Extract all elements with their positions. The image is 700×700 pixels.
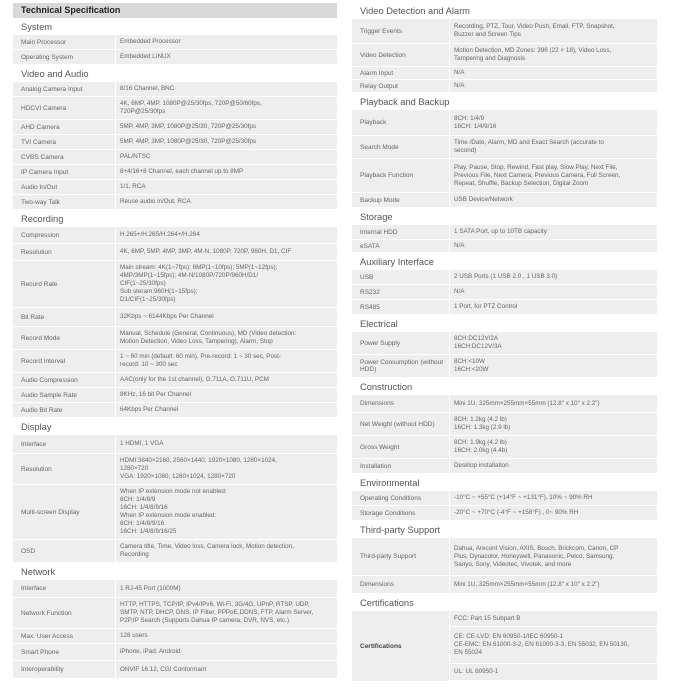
spec-row-esata — [352, 240, 657, 252]
spec-row-installation — [352, 459, 657, 473]
spec-row-record-rate — [13, 261, 337, 307]
spec-row-storage-conditions — [352, 506, 657, 520]
spec-label: Video Detection — [352, 44, 449, 66]
section-heading-display: Display — [21, 422, 52, 432]
spec-row-rs485 — [352, 300, 657, 314]
spec-value-line: 5MP, 4MP, 3MP, 1080P@25/30, 720P@25/30fps — [120, 123, 257, 130]
spec-label: Operating System — [13, 50, 115, 64]
spec-value-line: Buzzer and Screen Tips — [454, 31, 521, 38]
spec-column-left — [13, 0, 337, 679]
spec-value — [450, 576, 657, 593]
spec-value-line: 8+4/16+8 Channel, each channel up to 8MP — [120, 168, 244, 175]
spec-row-alarm-input — [352, 67, 657, 79]
spec-row-net-weight-without-hdd — [352, 413, 657, 435]
section-heading-system: System — [21, 22, 52, 32]
spec-value-line: HTTP, HTTPS, TCP/IP, IPv4/IPv6, Wi-Fi, 3G/4G, UPnP, RTSP, UDP, — [120, 601, 310, 608]
section-heading-auxiliary-interface: Auxiliary Interface — [360, 257, 434, 267]
spec-value-line: 1/1, RCA — [120, 183, 146, 190]
spec-value — [116, 35, 337, 49]
spec-value — [450, 110, 657, 135]
spec-label: Playback Function — [352, 159, 449, 192]
spec-label: Dimensions — [352, 395, 449, 412]
spec-row-resolution — [13, 244, 337, 260]
spec-row-backup-mode — [352, 193, 657, 207]
spec-value — [450, 80, 657, 92]
spec-label: Gross Weight — [352, 436, 449, 458]
spec-label: RS485 — [352, 300, 449, 314]
spec-value-line: Repeat, Shuffle, Backup Selection, Digital Zoom — [454, 179, 589, 187]
spec-row-trigger-events — [352, 19, 657, 43]
spec-value-line: 16CH: 1.3kg (2.9 lb) — [454, 424, 511, 431]
spec-label: Operating Conditions — [352, 491, 449, 505]
spec-label: Storage Conditions — [352, 506, 449, 520]
section-heading-third-party-support: Third-party Support — [360, 525, 441, 535]
spec-value-line: Time /Date, Alarm, MD and Exact Search (accurate to — [454, 139, 604, 146]
spec-value — [450, 506, 657, 520]
section-heading-playback-and-backup: Playback and Backup — [360, 97, 450, 107]
spec-value-line: UL: UL 60950-1 — [454, 668, 499, 675]
spec-value — [450, 136, 657, 158]
spec-value-line: 8CH: 1/4/8/9 — [120, 496, 156, 503]
spec-value-line: N/A — [454, 82, 465, 89]
spec-row-osd — [13, 540, 337, 562]
spec-row-playback-function — [352, 159, 657, 192]
spec-value — [116, 120, 337, 134]
spec-value — [116, 244, 337, 260]
spec-value-line: Recording, PTZ, Tour, Video Push, Email, FTP, Snapshot, — [454, 23, 615, 30]
spec-value — [116, 165, 337, 179]
spec-value-line: 8CH:DC12V/2A — [454, 335, 499, 342]
spec-value-line: 64Kbps Per Channel — [120, 406, 179, 413]
section-heading-certifications: Certifications — [360, 598, 414, 608]
spec-value — [116, 373, 337, 387]
spec-value — [116, 629, 337, 643]
spec-value-line: Desktop installation — [454, 462, 509, 469]
spec-value — [116, 388, 337, 402]
spec-value-line: ONVIF 16.12, CGI Conformant — [120, 665, 207, 673]
spec-value — [450, 193, 657, 207]
spec-value-line: When IP extension mode not enabled: — [120, 488, 227, 495]
spec-label: Smart Phone — [13, 644, 115, 660]
spec-value-line: When IP extension mode enabled: — [120, 512, 217, 519]
spec-row-cvbs-camera — [13, 150, 337, 164]
spec-label: Multi-screen Display — [13, 485, 115, 539]
spec-value-line: 8CH:<10W — [454, 358, 485, 365]
section-heading-video-and-audio: Video and Audio — [21, 69, 89, 79]
section-heading-recording: Recording — [21, 214, 64, 224]
section-heading-environmental: Environmental — [360, 478, 420, 488]
spec-value-line: N/A — [454, 69, 465, 76]
spec-label: CVBS Camera — [13, 150, 115, 164]
spec-value — [450, 413, 657, 435]
spec-value-line: FCC: Part 15 Subpart B — [454, 614, 521, 622]
spec-value-line: CE-EMC: EN 61000-3-2, EN 61000-3-3, EN 55032, EN 50130, — [454, 641, 630, 648]
spec-row-two-way-talk — [13, 195, 337, 209]
spec-row-certifications — [352, 611, 657, 681]
spec-row-compression — [13, 227, 337, 243]
spec-label: Interface — [13, 580, 115, 597]
spec-row-dimensions — [352, 576, 657, 593]
spec-value — [450, 395, 657, 412]
spec-label: Record Rate — [13, 261, 115, 307]
spec-value — [116, 403, 337, 417]
spec-label: Dimensions — [352, 576, 449, 593]
spec-row-main-processor — [13, 35, 337, 49]
spec-value — [450, 270, 657, 284]
spec-label: Interface — [13, 435, 115, 453]
spec-value-line: 8KHz, 16 bit Per Channel — [120, 391, 192, 398]
spec-value — [116, 180, 337, 194]
section-heading-video-detection-and-alarm: Video Detection and Alarm — [360, 6, 470, 16]
spec-value-line: 720P@25/30fps — [120, 108, 166, 115]
spec-label: USB — [352, 270, 449, 284]
spec-value-line: Embedded LINUX — [120, 53, 171, 60]
spec-value-line: 8CH: 1.2kg (4.2 lb) — [454, 416, 507, 423]
spec-value — [450, 300, 657, 314]
spec-label: Third-party Support — [352, 538, 449, 575]
section-heading-electrical: Electrical — [360, 319, 398, 329]
spec-row-record-mode — [13, 327, 337, 349]
spec-value-line: 8CH: 1/4/9 — [454, 114, 485, 122]
spec-value — [450, 538, 657, 575]
spec-value-line: 32Kbps ~ 6144Kbps Per Channel — [120, 313, 214, 320]
spec-row-smart-phone — [13, 644, 337, 660]
spec-label: AHD Camera — [13, 120, 115, 134]
spec-value-line: -10°C ~ +55°C (+14°F ~ +131°F), 10% ~ 90% RH — [454, 494, 593, 501]
spec-label: Record Interval — [13, 350, 115, 372]
spec-value — [450, 240, 657, 252]
spec-row-interface — [13, 580, 337, 597]
spec-label: TVI Camera — [13, 135, 115, 149]
spec-label: Installation — [352, 459, 449, 473]
spec-value-line: Motion Detection, Video Loss, Tampering), Alarm, Stop — [120, 338, 273, 345]
spec-value-line: Embedded Processor — [120, 38, 181, 45]
spec-value-line: Main stream: 4K(1~7fps); 6MP(1~10fps); 5MP(1~12fps); — [120, 264, 278, 271]
spec-value-line: 8/16 Channel, BNC — [120, 85, 175, 92]
spec-label: IP Camera Input — [13, 165, 115, 179]
spec-value-line: 128 users — [120, 632, 148, 639]
spec-value — [116, 150, 337, 164]
spec-row-third-party-support — [352, 538, 657, 575]
spec-value-line: 1 RJ-45 Port (1000M) — [120, 584, 181, 592]
spec-value-line: 8CH: 1/4/8/9/16 — [120, 520, 165, 527]
spec-value-line: Sub steram:960H(1~15fps); — [120, 288, 198, 295]
spec-value-line: 4K, 6MP, 5MP, 4MP, 3MP, 4M-N, 1080P, 720P, 960H, D1, CIF — [120, 248, 292, 255]
spec-value-line: 2 USB Ports (1 USB 2.0 , 1 USB 3.0) — [454, 273, 558, 280]
section-heading-construction: Construction — [360, 382, 413, 392]
spec-value-line: PAL/NTSC — [120, 153, 151, 160]
spec-value-line: SMTP, NTP, DHCP, DNS, IP Filter, PPPoE,DDNS, FTP, Alarm Server, — [120, 609, 314, 616]
spec-value-line: Reuse audio in/Out, RCA — [120, 198, 191, 205]
spec-label: Resolution — [13, 244, 115, 260]
spec-value — [450, 436, 657, 458]
spec-label: Certifications — [352, 611, 449, 681]
spec-label: OSD — [13, 540, 115, 562]
spec-label: eSATA — [352, 240, 449, 252]
spec-row-playback — [352, 110, 657, 135]
spec-value-line: 1 Port, for PTZ Control — [454, 303, 518, 310]
spec-value-block — [450, 627, 657, 663]
spec-value-line: Camera title, Time, Video loss, Camera lock, Motion detection, — [120, 543, 294, 550]
spec-value-line: 1280×720 — [120, 465, 149, 472]
spec-label: Record Mode — [13, 327, 115, 349]
spec-row-video-detection — [352, 44, 657, 66]
spec-row-bit-rate — [13, 308, 337, 326]
spec-column-right — [352, 0, 657, 682]
spec-value-line: 4MP/3MP(1~15fps); 4M-N/1080P/720P/960H/D1/ — [120, 272, 259, 279]
spec-value-line: 1 ~ 60 min (default: 60 min), Pre-record: 1 ~ 30 sec, Post- — [120, 353, 281, 360]
spec-row-audio-bit-rate — [13, 403, 337, 417]
spec-value-line: Motion Detection, MD Zones: 396 (22 × 18), Video Loss, — [454, 47, 612, 54]
spec-value — [450, 285, 657, 299]
spec-label: Compression — [13, 227, 115, 243]
spec-value-line: 8CH: 1.9kg (4.2 lb) — [454, 439, 507, 446]
spec-label: Bit Rate — [13, 308, 115, 326]
spec-row-audio-compression — [13, 373, 337, 387]
spec-value — [116, 435, 337, 453]
spec-value — [450, 159, 657, 192]
spec-value-line: Play, Pause, Stop, Rewind, Fast play, Slow Play, Next File, — [454, 163, 618, 171]
spec-value-line: Sanyo, Sony, Videotec, Vivotek, and more — [454, 560, 572, 568]
spec-value — [450, 44, 657, 66]
spec-label: Main Processor — [13, 35, 115, 49]
spec-value — [116, 454, 337, 484]
spec-value-line: 16CH: 1/4/8/9/16/25 — [120, 528, 177, 535]
spec-value-line: 4K, 6MP, 4MP, 1080P@25/30fps, 720P@50/60fps, — [120, 100, 262, 107]
spec-row-audio-sample-rate — [13, 388, 337, 402]
spec-row-rs232 — [352, 285, 657, 299]
spec-label: Relay Output — [352, 80, 449, 92]
spec-value-line: 5MP, 4MP, 3MP, 1080P@25/30, 720P@25/30fps — [120, 138, 257, 145]
spec-value-line: Manual, Schedule (General, Continuous), MD (Video detection: — [120, 330, 297, 337]
spec-value-line: 16CH:DC12V/3A — [454, 343, 502, 350]
spec-value-line: HDMI:3840×2160, 2560×1440, 1920×1080, 1280×1024, — [120, 457, 277, 464]
spec-value — [116, 485, 337, 539]
spec-row-network-function — [13, 598, 337, 628]
spec-value — [450, 19, 657, 43]
spec-row-ip-camera-input — [13, 165, 337, 179]
spec-label: Power Consumption (without HDD) — [352, 355, 449, 377]
spec-value-line: 16CH:<20W — [454, 366, 489, 373]
spec-value-line: CIF(1~25/30fps) — [120, 280, 166, 287]
spec-value-line: 1 SATA Port, up to 10TB capacity — [454, 228, 547, 235]
spec-value-line: USB Device/Network — [454, 196, 513, 203]
spec-value — [450, 67, 657, 79]
spec-value-line: 16CH: 1/4/9/16 — [454, 122, 497, 130]
spec-label: Power Supply — [352, 332, 449, 354]
spec-value-block — [450, 611, 657, 626]
spec-value — [116, 598, 337, 628]
spec-label: RS232 — [352, 285, 449, 299]
spec-value-line: H.265+/H.265/H.264+/H.264 — [120, 231, 200, 238]
spec-row-record-interval — [13, 350, 337, 372]
spec-row-max-user-access — [13, 629, 337, 643]
section-heading-network: Network — [21, 567, 56, 577]
spec-row-ahd-camera — [13, 120, 337, 134]
spec-value — [116, 82, 337, 96]
spec-label: Resolution — [13, 454, 115, 484]
spec-value-line: Mini 1U, 325mm×255mm×55mm (12.8" x 10" x 2.2") — [454, 399, 600, 407]
spec-value-line: second) — [454, 147, 477, 154]
spec-value — [116, 580, 337, 597]
spec-value — [116, 135, 337, 149]
page-title: Technical Specification — [13, 3, 337, 18]
spec-value-line: N/A — [454, 242, 465, 249]
spec-value-line: EN 55024 — [454, 649, 483, 656]
spec-row-interoperability — [13, 661, 337, 678]
spec-value — [116, 661, 337, 678]
spec-label: Two-way Talk — [13, 195, 115, 209]
spec-row-internal-hdd — [352, 225, 657, 239]
spec-value-line: 16CH: 1/4/8/9/16 — [120, 504, 168, 511]
spec-value — [116, 97, 337, 119]
spec-value — [450, 332, 657, 354]
spec-value-line: Plus, Dynacolor, Honeywell, Panasonic, Pelco, Samsung, — [454, 552, 615, 560]
spec-value — [450, 491, 657, 505]
spec-row-relay-output — [352, 80, 657, 92]
spec-label: Network Function — [13, 598, 115, 628]
spec-value-group — [450, 611, 657, 681]
spec-value-line: record: 10 ~ 300 sec — [120, 361, 178, 368]
spec-label: Audio Compression — [13, 373, 115, 387]
spec-label: Audio Sample Rate — [13, 388, 115, 402]
spec-row-tvi-camera — [13, 135, 337, 149]
spec-row-gross-weight — [352, 436, 657, 458]
spec-value-line: Recording — [120, 551, 149, 558]
spec-value-line: iPhone, iPad, Android — [120, 648, 181, 655]
spec-value-line: -20°C ~ +70°C (-4°F ~ +158°F) , 0~ 90% RH — [454, 509, 579, 516]
spec-label: Interoperability — [13, 661, 115, 678]
spec-value-block — [450, 664, 657, 680]
spec-value-line: Mini 1U, 325mm×255mm×55mm (12.8" x 10" x 2.2") — [454, 580, 600, 588]
spec-value-line: P2P,IP Search (Supports Dahua IP camera, DVR, NVS, etc.) — [120, 617, 290, 624]
spec-value — [116, 540, 337, 562]
spec-row-operating-conditions — [352, 491, 657, 505]
spec-label: Backup Mode — [352, 193, 449, 207]
spec-value-line: CE: CE-LVD: EN 60950-1/IEC 60950-1 — [454, 633, 564, 640]
spec-label: Audio Bit Rate — [13, 403, 115, 417]
spec-value — [116, 308, 337, 326]
spec-row-audio-in-out — [13, 180, 337, 194]
spec-row-interface — [13, 435, 337, 453]
spec-value — [116, 350, 337, 372]
spec-label: Search Mode — [352, 136, 449, 158]
spec-label: Net Weight (without HDD) — [352, 413, 449, 435]
spec-label: Analog Camera Input — [13, 82, 115, 96]
spec-label: Trigger Events — [352, 19, 449, 43]
spec-row-usb — [352, 270, 657, 284]
spec-value — [450, 225, 657, 239]
spec-value — [116, 261, 337, 307]
spec-label: Alarm Input — [352, 67, 449, 79]
spec-value — [116, 327, 337, 349]
spec-row-operating-system — [13, 50, 337, 64]
spec-value-line: AAC(only for the 1st channel), G.711A, G.711U, PCM — [120, 376, 269, 383]
spec-label: Internal HDD — [352, 225, 449, 239]
section-heading-storage: Storage — [360, 212, 393, 222]
spec-value — [450, 355, 657, 377]
spec-row-dimensions — [352, 395, 657, 412]
spec-value — [116, 227, 337, 243]
spec-row-analog-camera-input — [13, 82, 337, 96]
spec-label: Max. User Access — [13, 629, 115, 643]
spec-value-line: Dahua, Arecont Vision, AXIS, Bosch, Brickcom, Canon, CP — [454, 544, 619, 552]
spec-label: HDCVI Camera — [13, 97, 115, 119]
spec-row-multi-screen-display — [13, 485, 337, 539]
spec-value-line: VGA: 1920×1080, 1280×1024, 1280×720 — [120, 473, 236, 480]
spec-value — [116, 195, 337, 209]
spec-label: Audio In/Out — [13, 180, 115, 194]
spec-row-power-consumption-without-hdd — [352, 355, 657, 377]
spec-row-search-mode — [352, 136, 657, 158]
spec-value-line: Previous File, Next Camera, Previous Camera, Full Screen, — [454, 171, 621, 179]
spec-label: Playback — [352, 110, 449, 135]
spec-value-line: 16CH: 2.0kg (4.4b) — [454, 447, 508, 454]
spec-value — [116, 50, 337, 64]
spec-value-line: D1/CIF(1~25/30fps) — [120, 296, 176, 303]
spec-value-line: 1 HDMI, 1 VGA — [120, 440, 164, 447]
spec-row-power-supply — [352, 332, 657, 354]
spec-value — [450, 459, 657, 473]
spec-row-resolution — [13, 454, 337, 484]
spec-value — [116, 644, 337, 660]
spec-value-line: Tampering and Diagnosis — [454, 55, 526, 62]
spec-value-line: N/A — [454, 288, 465, 295]
spec-row-hdcvi-camera — [13, 97, 337, 119]
